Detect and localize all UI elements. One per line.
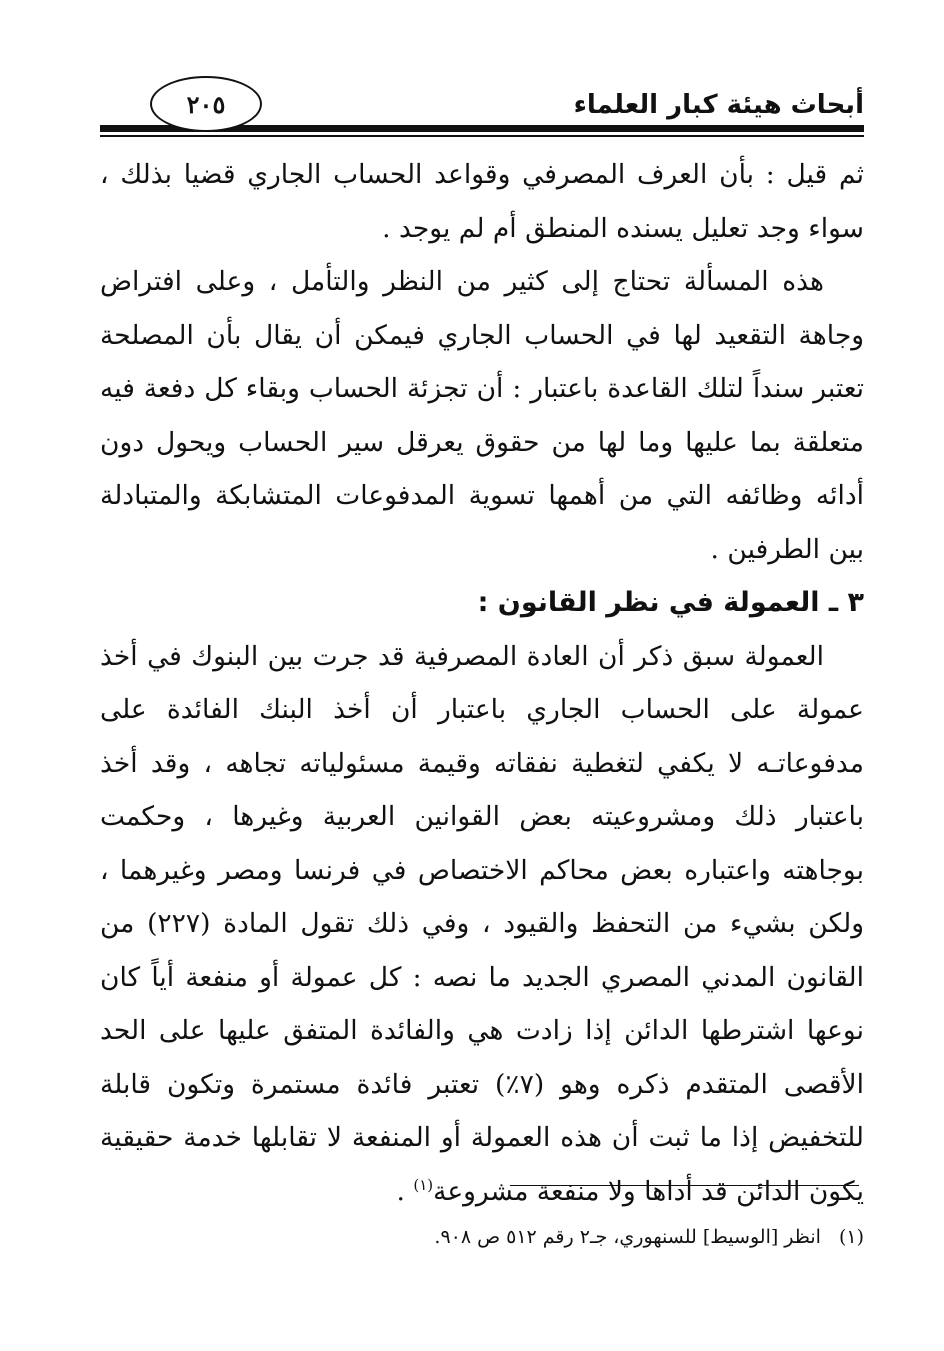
footnote-text: انظر [الوسيط] للسنهوري، جـ٢ رقم ٥١٢ ص ٩٠٨. (434, 1226, 821, 1248)
paragraph-3-end: . (396, 1175, 414, 1207)
footnote-reference: (١) (413, 1175, 434, 1194)
page-number-oval (150, 76, 262, 132)
section-heading: ٣ ـ العمولة في نظر القانون : (477, 587, 864, 618)
paragraph-3 (100, 630, 864, 1219)
footnote-number: (١) (838, 1226, 864, 1248)
page-number: ٢٠٥ (186, 89, 226, 119)
paragraph-2: هذه المسألة تحتاج إلى كثير من النظر والتأمل ، وعلى افتراض وجاهة التقعيد لها في الحساب الجاري فيمكن أن يقال بأن المصلحة تعتبر سنداً لتلك القاعدة باعتبار : أن تجزئة الحساب وبقاء كل دفعة فيه متعلقة بما عليها وما لها من حقوق يعرقل سير الحساب ويحول دون أدائه وظائفه التي من أهمها تسوية المدفوعات المتشابكة والمتبادلة بين الطرفين . (100, 266, 864, 565)
footnote-separator (510, 1185, 859, 1186)
paragraph-3-text: العمولة سبق ذكر أن العادة المصرفية قد جرت بين البنوك في أخذ عمولة على الحساب الجاري باعتبار أن أخذ البنك الفائدة على مدفوعاتـه لا يكفي لتغطية نفقاته وقيمة مسئولياته تجاهه ، وقد أخذ باعتبار ذلك ومشروعيته بعض القوانين العربية وغيرها ، وحكمت بوجاهته واعتباره بعض محاكم الاختصاص في فرنسا ومصر وغيرهما ، ولكن بشيء من التحفظ والقيود ، وفي ذلك تقول المادة (٢٢٧) من القانون المدني المصري الجديد ما نصه : كل عمولة أو منفعة أياً كان نوعها اشترطها الدائن إذا زادت هي والفائدة المتفق عليها على الحد الأقصى المتقدم ذكره وهو (٧٪) تعتبر فائدة مستمرة وتكون قابلة للتخفيض إذا ما ثبت أن هذه العمولة أو المنفعة لا تقابلها خدمة حقيقية يكون الدائن قد أداها ولا منفعة مشروعة (100, 640, 864, 1207)
main-text (100, 148, 864, 1218)
page-header (100, 76, 864, 138)
paragraph-1: ثم قيل : بأن العرف المصرفي وقواعد الحساب الجاري قضيا بذلك ، سواء وجد تعليل يسنده المنطق أم لم يوجد . (100, 159, 864, 244)
running-book-title: أبحاث هيئة كبار العلماء (573, 90, 864, 120)
footnote (100, 1222, 864, 1252)
header-thin-rule (100, 135, 864, 137)
